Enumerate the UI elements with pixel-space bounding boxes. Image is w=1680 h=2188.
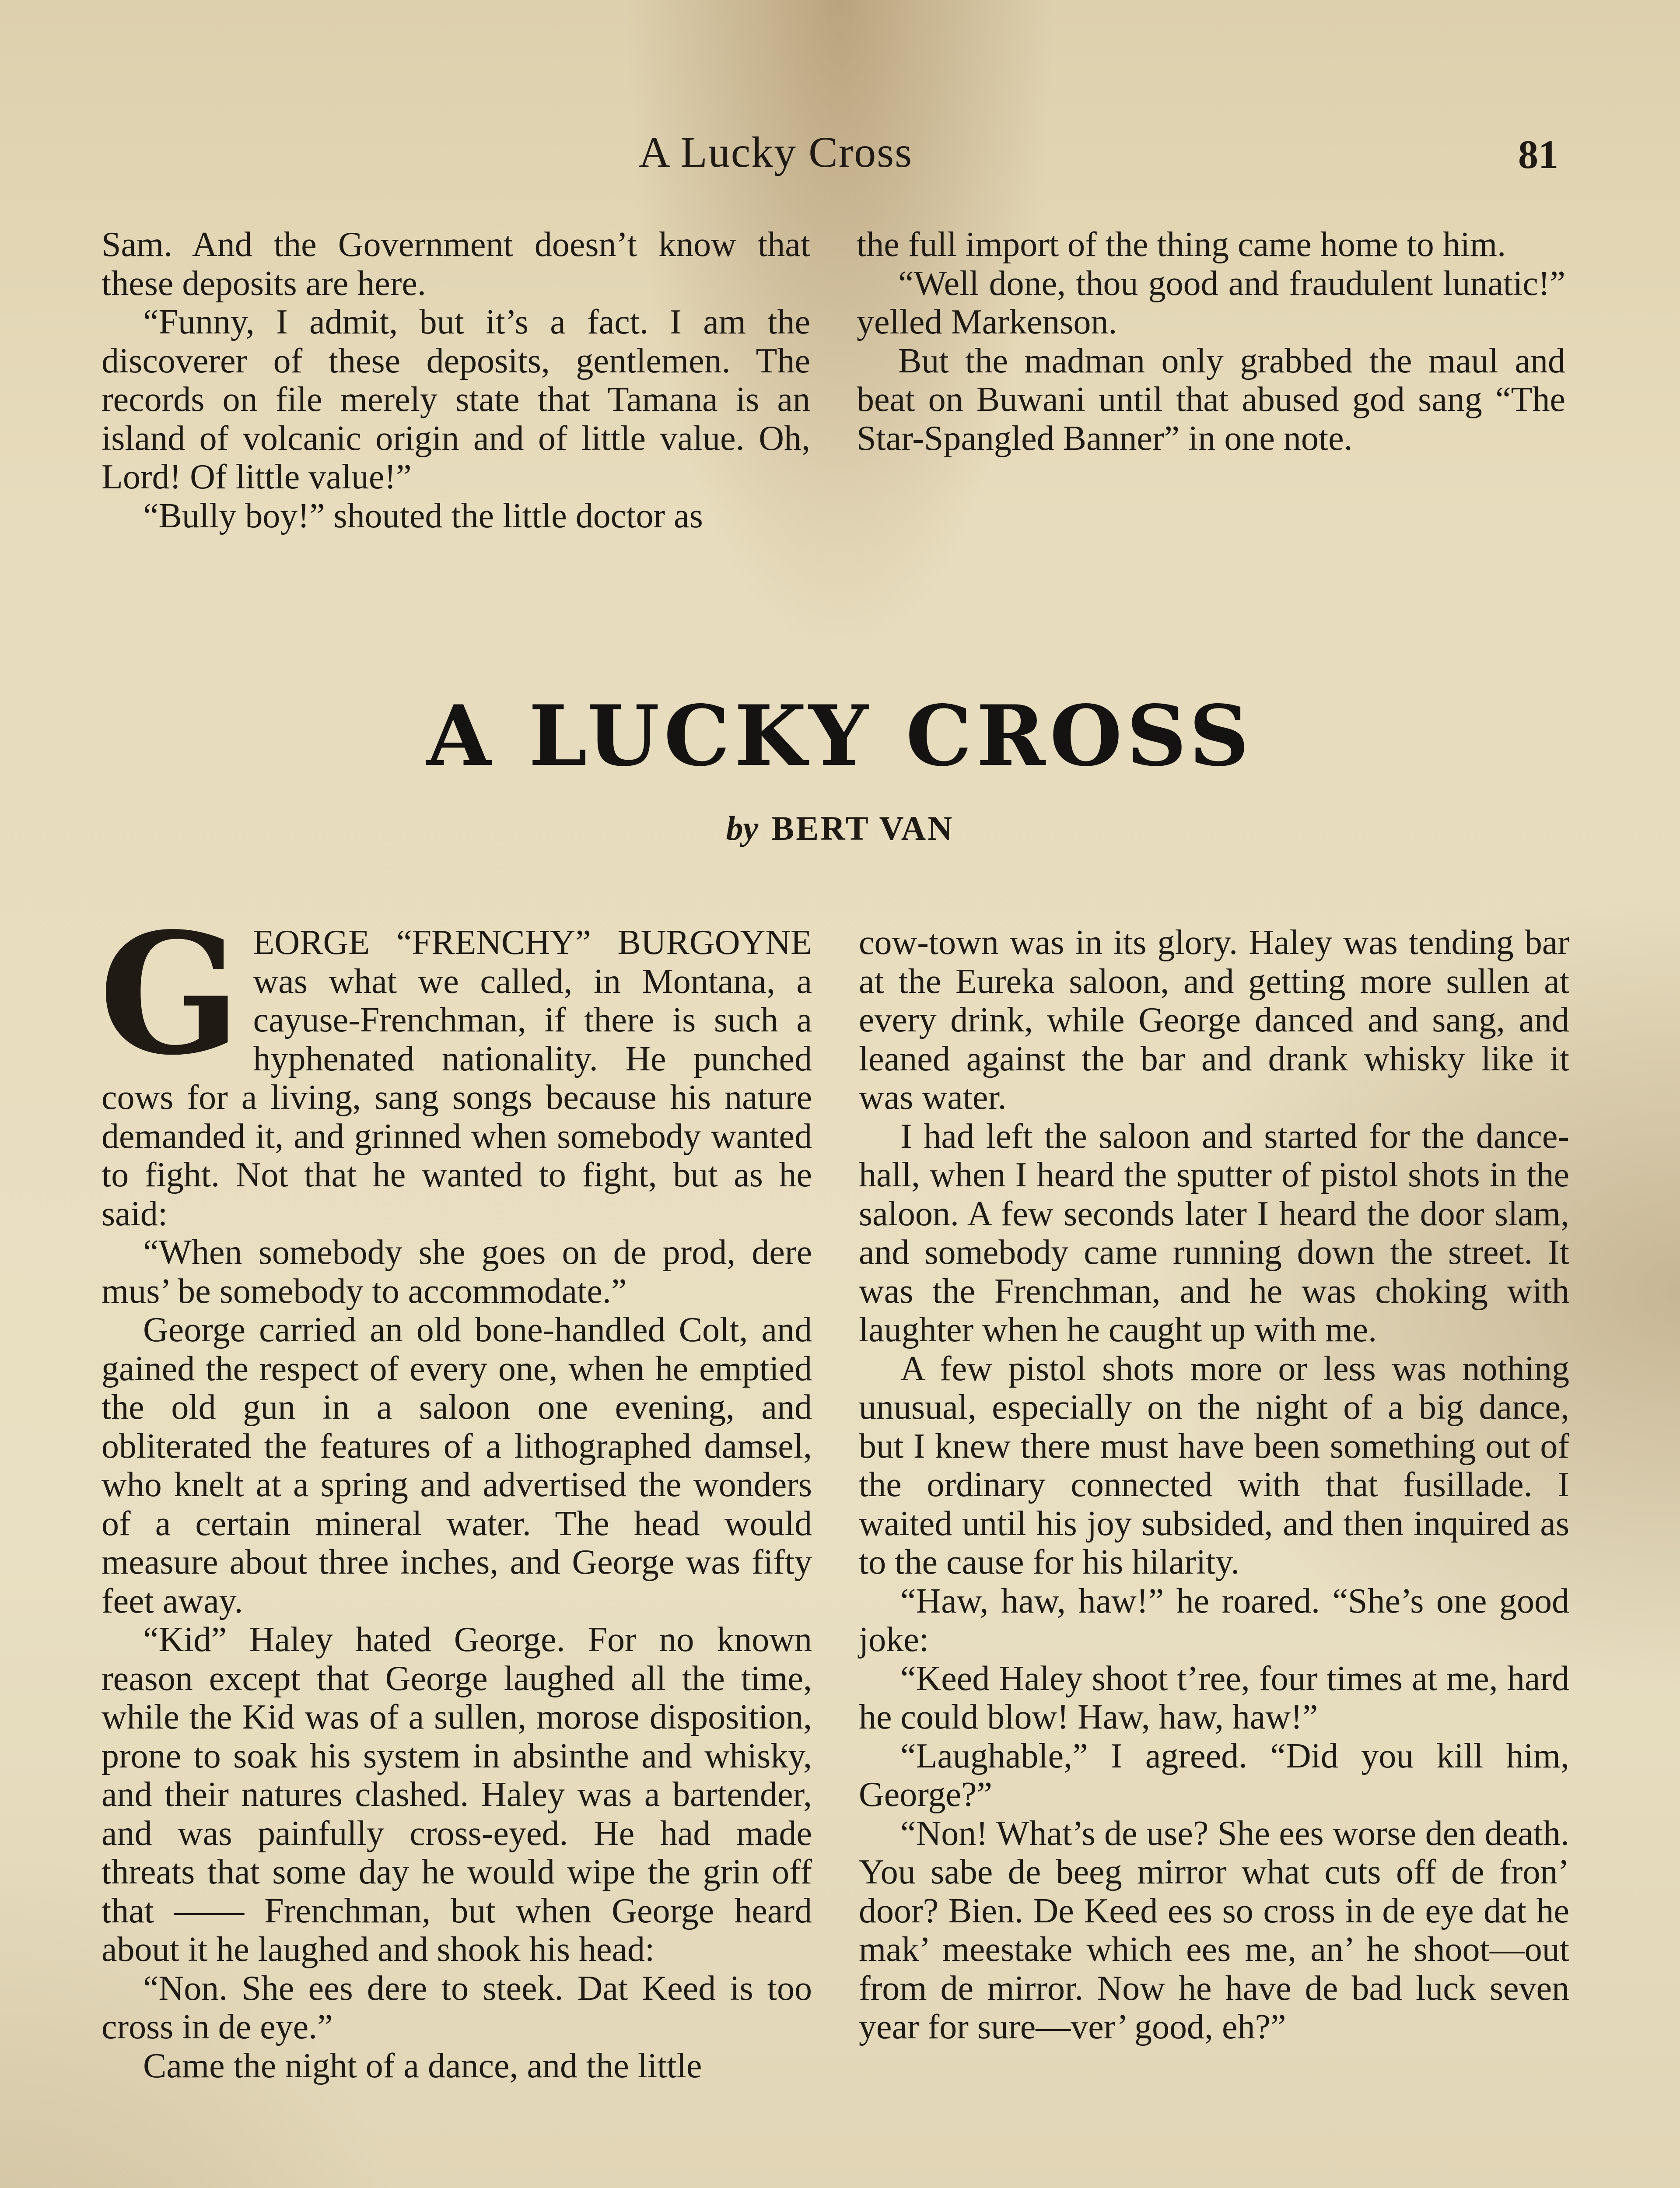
previous-story-right-column <box>857 225 1565 458</box>
paragraph: “Non! What’s de use? She ees worse den death. You sabe de beeg mirror what cuts off de fron’ door? Bien. De Keed ees so cross in de eye dat he mak’ meestake which ees me, an’ he shoot—out from de mirror. Now he have de bad luck seven year for sure—ver’ good, eh?” <box>859 1814 1569 2046</box>
paragraph: “Kid” Haley hated George. For no known reason except that George laughed all the time, while the Kid was of a sullen, morose disposition, prone to soak his system in absinthe and whisky, and their natures clashed. Haley was a bartender, and was painfully cross-eyed. He had made threats that some day he would wipe the grin off that —— Frenchman, but when George heard about it he laughed and shook his head: <box>102 1620 812 1969</box>
opening-paragraph <box>99 896 812 1233</box>
paragraph: “Keed Haley shoot t’ree, four times at me, hard he could blow! Haw, haw, haw!” <box>859 1659 1569 1736</box>
paragraph: But the madman only grabbed the maul and beat on Buwani until that abused god sang “The Star-Spangled Banner” in one note. <box>857 341 1565 458</box>
paragraph: “Funny, I admit, but it’s a fact. I am the discoverer of these deposits, gentlemen. The records on file merely state that Tamana is an island of volcanic origin and of little value. Oh, Lord! Of little value!” <box>102 303 810 496</box>
paragraph: “Well done, thou good and fraudulent lunatic!” yelled Markenson. <box>857 264 1565 341</box>
story-right-column <box>859 923 1569 2047</box>
paragraph: George carried an old bone-handled Colt, and gained the respect of every one, when he emptied the old gun in a saloon one evening, and obliterated the features of a lithographed damsel, who knelt at a spring and advertised the wonders of a certain mineral water. The head would measure about three inches, and George was fifty feet away. <box>102 1311 812 1620</box>
paragraph: cow-town was in its glory. Haley was tending bar at the Eureka saloon, and getting more sullen at every drink, while George danced and sang, and leaned against the bar and drank whisky like it was water. <box>859 923 1569 1117</box>
paragraph: “Laughable,” I agreed. “Did you kill him, George?” <box>859 1736 1569 1814</box>
paragraph: I had left the saloon and started for the dance-hall, when I heard the sputter of pistol shots in the saloon. A few seconds later I heard the door slam, and somebody came running down the street. It was the Frenchman, and he was choking with laughter when he caught up with me. <box>859 1117 1569 1349</box>
paragraph: “Haw, haw, haw!” he roared. “She’s one good joke: <box>859 1581 1569 1659</box>
paragraph: A few pistol shots more or less was nothing unusual, especially on the night of a big dance, but I knew there must have been something out of the ordinary connected with that fusillade. I waited until his joy subsided, and then inquired as to the cause for his hilarity. <box>859 1349 1569 1581</box>
drop-cap: G <box>99 896 241 1092</box>
paragraph-text: EORGE “FRENCHY” BURGOYNE was what we called, in Montana, a cayuse-Frenchman, if there is such a hyphenated nationality. He punched cows for a living, sang songs because his nature demanded it, and grinned when somebody wanted to fight. Not that he wanted to fight, but as he said: <box>102 923 812 1233</box>
previous-story-left-column <box>102 225 810 535</box>
page-number: 81 <box>1518 132 1558 177</box>
paragraph: “When somebody she goes on de prod, dere mus’ be somebody to accommodate.” <box>102 1233 812 1311</box>
story-left-column <box>99 896 812 2085</box>
paragraph: Came the night of a dance, and the little <box>143 2046 702 2085</box>
paragraph: “Non. She ees dere to steek. Dat Keed is too cross in de eye.” <box>102 1969 812 2046</box>
paragraph: Sam. And the Government doesn’t know that these deposits are here. <box>102 225 810 303</box>
paragraph: the full import of the thing came home to him. <box>857 225 1506 264</box>
byline-prefix: by <box>726 809 759 847</box>
paragraph: “Bully boy!” shouted the little doctor as <box>143 496 703 535</box>
running-head-title: A Lucky Cross <box>639 128 913 176</box>
author-name: BERT VAN <box>771 809 954 847</box>
byline <box>0 809 1680 848</box>
story-title: A LUCKY CROSS <box>426 687 1254 785</box>
